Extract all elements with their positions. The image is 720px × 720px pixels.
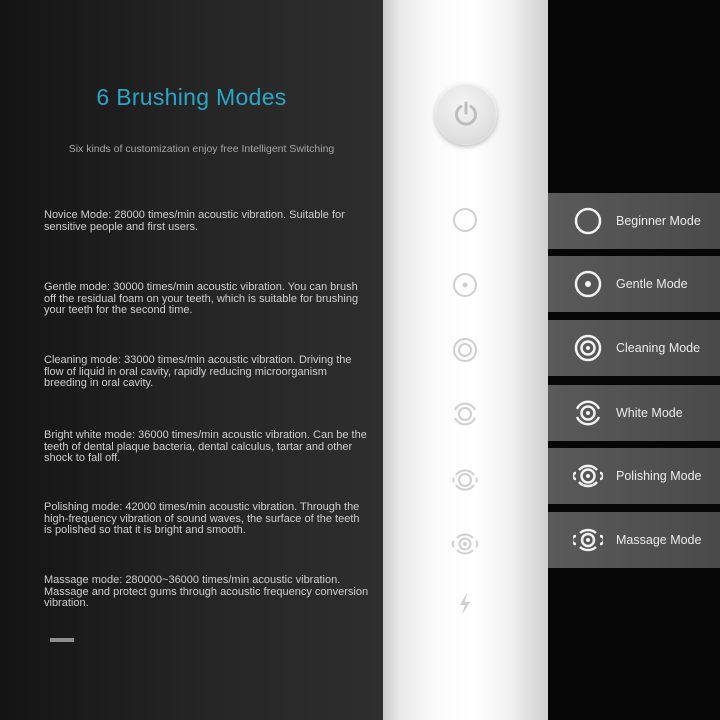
handle-white-mode-icon — [451, 400, 479, 428]
ring-icon — [573, 206, 603, 236]
ring-double-arcs-icon — [573, 461, 603, 491]
mode-label: Cleaning Mode — [616, 341, 701, 355]
mode-label: Beginner Mode — [616, 214, 701, 228]
page-subtitle: Six kinds of customization enjoy free Intelligent Switching — [68, 143, 335, 155]
mode-label: Polishing Mode — [616, 469, 702, 483]
mode-polishing[interactable] — [548, 448, 720, 504]
ring-arcs-icon — [573, 398, 603, 428]
power-button[interactable] — [435, 83, 497, 145]
concentric-rings-icon — [573, 333, 603, 363]
description-cleaning-mode: Cleaning mode: 33000 times/min acoustic vibration. Driving the flow of liquid in oral cavity, rapidly reducing microorganism breeding in oral cavity. — [44, 354, 352, 389]
decorative-dash — [50, 638, 74, 642]
handle-cleaning-mode-icon — [451, 336, 479, 364]
mode-label: White Mode — [616, 406, 683, 420]
description-massage-mode: Massage mode: 280000~36000 times/min acoustic vibration. Massage and protect gums through acoustic frequency conversion vibration. — [44, 574, 369, 609]
page-title: 6 Brushing Modes — [96, 84, 287, 110]
mode-beginner[interactable] — [548, 193, 720, 249]
mode-gentle[interactable] — [548, 256, 720, 312]
ring-triple-arcs-icon — [573, 525, 603, 555]
mode-massage[interactable] — [548, 512, 720, 568]
ring-dot-icon — [573, 269, 603, 299]
handle-beginner-mode-icon — [451, 206, 479, 234]
mode-label: Massage Mode — [616, 533, 702, 547]
description-polishing-mode: Polishing mode: 42000 times/min acoustic vibration. Through the high-frequency vibration of sound waves, the surface of the teeth is polished so that it is bright and smooth. — [44, 501, 360, 536]
mode-label: Gentle Mode — [616, 277, 688, 291]
description-bright-white-mode: Bright white mode: 36000 times/min acoustic vibration. Can be the teeth of dental plaque bacteria, dental calculus, tartar and other shock to fall off. — [44, 429, 367, 464]
mode-cleaning[interactable] — [548, 320, 720, 376]
lightning-icon — [451, 590, 479, 618]
handle-massage-mode-icon — [451, 530, 479, 558]
mode-white[interactable] — [548, 385, 720, 441]
description-novice-mode: Novice Mode: 28000 times/min acoustic vibration. Suitable for sensitive people and first users. — [44, 209, 345, 233]
handle-gentle-mode-icon — [451, 271, 479, 299]
description-gentle-mode: Gentle mode: 30000 times/min acoustic vibration. You can brush off the residual foam on your teeth, which is suitable for brushing your teeth for the second time. — [44, 281, 359, 316]
power-icon — [452, 100, 480, 128]
handle-polishing-mode-icon — [451, 466, 479, 494]
